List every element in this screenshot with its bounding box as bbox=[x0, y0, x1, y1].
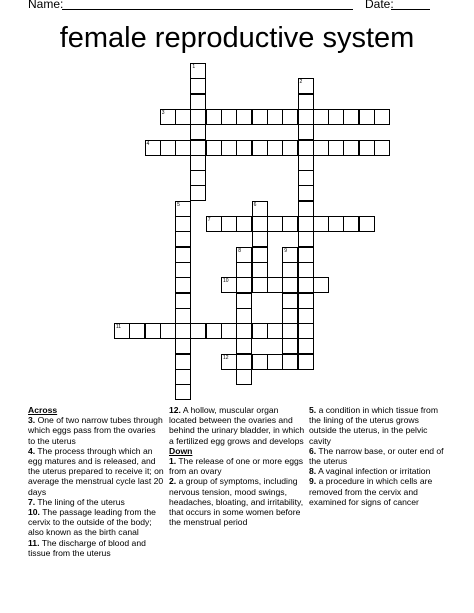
grid-cell[interactable] bbox=[343, 140, 359, 156]
cell-number: 2 bbox=[299, 79, 303, 86]
grid-cell[interactable] bbox=[298, 262, 314, 278]
grid-cell[interactable] bbox=[236, 277, 252, 293]
cell-number: 1 bbox=[192, 64, 196, 70]
grid-cell[interactable] bbox=[175, 308, 191, 324]
grid-cell[interactable] bbox=[175, 338, 191, 354]
grid-cell[interactable] bbox=[282, 308, 298, 324]
grid-cell[interactable] bbox=[267, 109, 283, 125]
grid-cell[interactable] bbox=[313, 140, 329, 156]
grid-cell[interactable] bbox=[298, 109, 314, 125]
grid-cell[interactable] bbox=[359, 216, 375, 232]
grid-cell[interactable] bbox=[267, 323, 283, 339]
cell-number: 8 bbox=[238, 247, 242, 254]
grid-cell[interactable] bbox=[343, 109, 359, 125]
grid-cell[interactable] bbox=[313, 277, 329, 293]
grid-cell[interactable] bbox=[206, 140, 222, 156]
grid-cell[interactable] bbox=[190, 185, 206, 201]
grid-cell[interactable] bbox=[145, 323, 161, 339]
clue-down-2 bbox=[169, 476, 306, 527]
grid-cell[interactable] bbox=[252, 354, 268, 370]
grid-cell[interactable] bbox=[175, 277, 191, 293]
name-label: Name: bbox=[28, 0, 64, 11]
grid-cell[interactable] bbox=[236, 323, 252, 339]
clue-across-12 bbox=[169, 405, 306, 446]
across-heading: Across bbox=[28, 405, 58, 415]
clues-column-2 bbox=[169, 405, 306, 527]
grid-cell[interactable] bbox=[267, 140, 283, 156]
clue-down-5 bbox=[309, 405, 447, 446]
grid-cell[interactable] bbox=[190, 63, 206, 79]
grid-cell[interactable] bbox=[221, 323, 237, 339]
clue-across-11 bbox=[28, 538, 164, 558]
grid-cell[interactable] bbox=[298, 185, 314, 201]
grid-cell[interactable] bbox=[298, 277, 314, 293]
clue-text: A vaginal infection or irritation bbox=[318, 466, 431, 477]
grid-cell[interactable] bbox=[190, 140, 206, 156]
grid-cell[interactable] bbox=[298, 124, 314, 140]
clue-across-7 bbox=[28, 497, 164, 507]
grid-cell[interactable] bbox=[298, 231, 314, 247]
grid-cell[interactable] bbox=[175, 216, 191, 232]
clue-number: 12. bbox=[169, 405, 181, 415]
grid-cell[interactable] bbox=[298, 201, 314, 217]
cell-number: 6 bbox=[253, 201, 257, 208]
grid-cell[interactable] bbox=[252, 140, 268, 156]
grid-cell[interactable] bbox=[236, 369, 252, 385]
grid-cell[interactable] bbox=[252, 247, 268, 263]
clue-text: The discharge of blood and tissue from the uterus bbox=[28, 537, 146, 558]
grid-cell[interactable] bbox=[190, 124, 206, 140]
clue-down-6 bbox=[309, 446, 447, 466]
grid-cell[interactable] bbox=[175, 323, 191, 339]
grid-cell[interactable] bbox=[374, 140, 390, 156]
grid-cell[interactable] bbox=[298, 140, 314, 156]
clue-text: The release of one or more eggs from an ovary bbox=[169, 456, 304, 477]
clue-text: One of two narrow tubes through which eggs pass from the ovaries to the uterus bbox=[28, 415, 163, 446]
cell-number: 5 bbox=[177, 201, 180, 208]
grid-cell[interactable] bbox=[328, 140, 344, 156]
clue-text: The process through which an egg matures and is released, and the uterus prepared to receive it; on average the menstrual cycle last 20 days bbox=[28, 445, 164, 497]
grid-cell[interactable] bbox=[114, 323, 130, 339]
cell-number: 12 bbox=[223, 354, 229, 361]
grid-cell[interactable] bbox=[221, 140, 237, 156]
grid-cell[interactable] bbox=[267, 216, 283, 232]
grid-cell[interactable] bbox=[221, 109, 237, 125]
grid-cell[interactable] bbox=[252, 216, 268, 232]
down-heading: Down bbox=[169, 445, 193, 456]
grid-cell[interactable] bbox=[206, 109, 222, 125]
grid-cell[interactable] bbox=[252, 109, 268, 125]
clue-number: 5. bbox=[309, 405, 317, 415]
grid-cell[interactable] bbox=[175, 201, 191, 217]
grid-cell[interactable] bbox=[298, 155, 314, 171]
clue-down-8 bbox=[309, 466, 447, 476]
grid-cell[interactable] bbox=[252, 277, 268, 293]
grid-cell[interactable] bbox=[175, 140, 191, 156]
grid-cell[interactable] bbox=[267, 277, 283, 293]
grid-cell[interactable] bbox=[298, 293, 314, 309]
grid-cell[interactable] bbox=[236, 308, 252, 324]
clue-number: 1. bbox=[169, 456, 177, 467]
grid-cell[interactable] bbox=[160, 323, 176, 339]
clue-down-1 bbox=[169, 456, 306, 476]
grid-cell[interactable] bbox=[190, 170, 206, 186]
clue-text: The narrow base, or outer end of the uterus bbox=[309, 445, 444, 467]
cell-number: 4 bbox=[146, 140, 150, 147]
grid-cell[interactable] bbox=[282, 277, 298, 293]
grid-cell[interactable] bbox=[298, 78, 314, 94]
grid-cell[interactable] bbox=[298, 170, 314, 186]
grid-cell[interactable] bbox=[374, 109, 390, 125]
grid-cell[interactable] bbox=[359, 140, 375, 156]
grid-cell[interactable] bbox=[236, 140, 252, 156]
grid-cell[interactable] bbox=[282, 109, 298, 125]
grid-cell[interactable] bbox=[282, 262, 298, 278]
cell-number: 10 bbox=[223, 278, 229, 285]
grid-cell[interactable] bbox=[236, 216, 252, 232]
grid-cell[interactable] bbox=[206, 323, 222, 339]
grid-cell[interactable] bbox=[129, 323, 145, 339]
clue-number: 8. bbox=[309, 466, 317, 477]
clue-number: 7. bbox=[28, 496, 36, 507]
grid-cell[interactable] bbox=[298, 354, 314, 370]
grid-cell[interactable] bbox=[236, 338, 252, 354]
grid-cell[interactable] bbox=[282, 323, 298, 339]
grid-cell[interactable] bbox=[190, 94, 206, 110]
clue-text: a condition in which tissue from the lining of the uterus grows outside the uterus, in the pelvic cavity bbox=[309, 405, 438, 446]
grid-cell[interactable] bbox=[282, 247, 298, 263]
grid-cell[interactable] bbox=[298, 247, 314, 263]
clue-text: a group of symptoms, including nervous tension, mood swings, headaches, bloating, and irritability, that occurs in some women before the menstrual period bbox=[169, 476, 304, 528]
clue-number: 10. bbox=[28, 507, 40, 518]
cell-number: 9 bbox=[284, 247, 287, 254]
clue-number: 11. bbox=[28, 537, 40, 548]
grid-cell[interactable] bbox=[190, 109, 206, 125]
grid-cell[interactable] bbox=[190, 155, 206, 171]
grid-cell[interactable] bbox=[175, 247, 191, 263]
clue-down-9 bbox=[309, 476, 447, 507]
grid-cell[interactable] bbox=[252, 262, 268, 278]
grid-cell[interactable] bbox=[175, 369, 191, 385]
grid-cell[interactable] bbox=[190, 323, 206, 339]
clue-number: 4. bbox=[28, 445, 36, 456]
grid-cell[interactable] bbox=[298, 94, 314, 110]
clue-number: 3. bbox=[28, 415, 36, 426]
grid-cell[interactable] bbox=[252, 231, 268, 247]
grid-cell[interactable] bbox=[313, 109, 329, 125]
date-label: Date: bbox=[365, 0, 394, 11]
clues-column-3 bbox=[309, 405, 447, 507]
clue-number: 6. bbox=[309, 445, 317, 456]
grid-cell[interactable] bbox=[328, 109, 344, 125]
grid-cell[interactable] bbox=[221, 354, 237, 370]
grid-cell[interactable] bbox=[359, 109, 375, 125]
grid-cell[interactable] bbox=[267, 354, 283, 370]
grid-cell[interactable] bbox=[298, 216, 314, 232]
grid-cell[interactable] bbox=[298, 323, 314, 339]
grid-cell[interactable] bbox=[282, 140, 298, 156]
grid-cell[interactable] bbox=[175, 354, 191, 370]
grid-cell[interactable] bbox=[282, 338, 298, 354]
cell-number: 7 bbox=[207, 217, 211, 223]
grid-cell[interactable] bbox=[145, 140, 161, 156]
clue-across-10 bbox=[28, 507, 164, 538]
grid-cell[interactable] bbox=[236, 109, 252, 125]
grid-cell[interactable] bbox=[282, 354, 298, 370]
grid-cell[interactable] bbox=[236, 247, 252, 263]
grid-cell[interactable] bbox=[282, 293, 298, 309]
grid-cell[interactable] bbox=[160, 109, 176, 125]
grid-cell[interactable] bbox=[160, 140, 176, 156]
grid-cell[interactable] bbox=[282, 216, 298, 232]
clue-across-4 bbox=[28, 446, 164, 497]
clue-text: a procedure in which cells are removed from the cervix and examined for signs of cancer bbox=[309, 476, 433, 507]
grid-cell[interactable] bbox=[175, 109, 191, 125]
grid-cell[interactable] bbox=[236, 354, 252, 370]
grid-cell[interactable] bbox=[175, 262, 191, 278]
grid-cell[interactable] bbox=[175, 293, 191, 309]
grid-cell[interactable] bbox=[190, 78, 206, 94]
grid-cell[interactable] bbox=[236, 293, 252, 309]
clue-number: 2. bbox=[169, 476, 177, 487]
grid-cell[interactable] bbox=[175, 231, 191, 247]
grid-cell[interactable] bbox=[206, 216, 222, 232]
clue-text: The lining of the uterus bbox=[37, 496, 125, 507]
grid-cell[interactable] bbox=[221, 216, 237, 232]
grid-cell[interactable] bbox=[298, 308, 314, 324]
grid-cell[interactable] bbox=[221, 277, 237, 293]
puzzle-title: female reproductive system bbox=[59, 22, 415, 54]
grid-cell[interactable] bbox=[298, 338, 314, 354]
clue-text: The passage leading from the cervix to the outside of the body; also known as the birth canal bbox=[28, 507, 156, 538]
grid-cell[interactable] bbox=[343, 216, 359, 232]
cell-number: 11 bbox=[115, 324, 122, 331]
clue-number: 9. bbox=[309, 476, 317, 487]
clue-text: A hollow, muscular organ located between the ovaries and behind the urinary bladder, in which a fertilized egg grows and develops bbox=[169, 405, 305, 446]
grid-cell[interactable] bbox=[313, 216, 329, 232]
grid-cell[interactable] bbox=[328, 216, 344, 232]
grid-cell[interactable] bbox=[175, 384, 191, 400]
clues-column-1 bbox=[28, 405, 164, 558]
clue-across-3 bbox=[28, 415, 164, 446]
cell-number: 3 bbox=[161, 109, 165, 116]
grid-cell[interactable] bbox=[252, 201, 268, 217]
grid-cell[interactable] bbox=[236, 262, 252, 278]
grid-cell[interactable] bbox=[252, 323, 268, 339]
